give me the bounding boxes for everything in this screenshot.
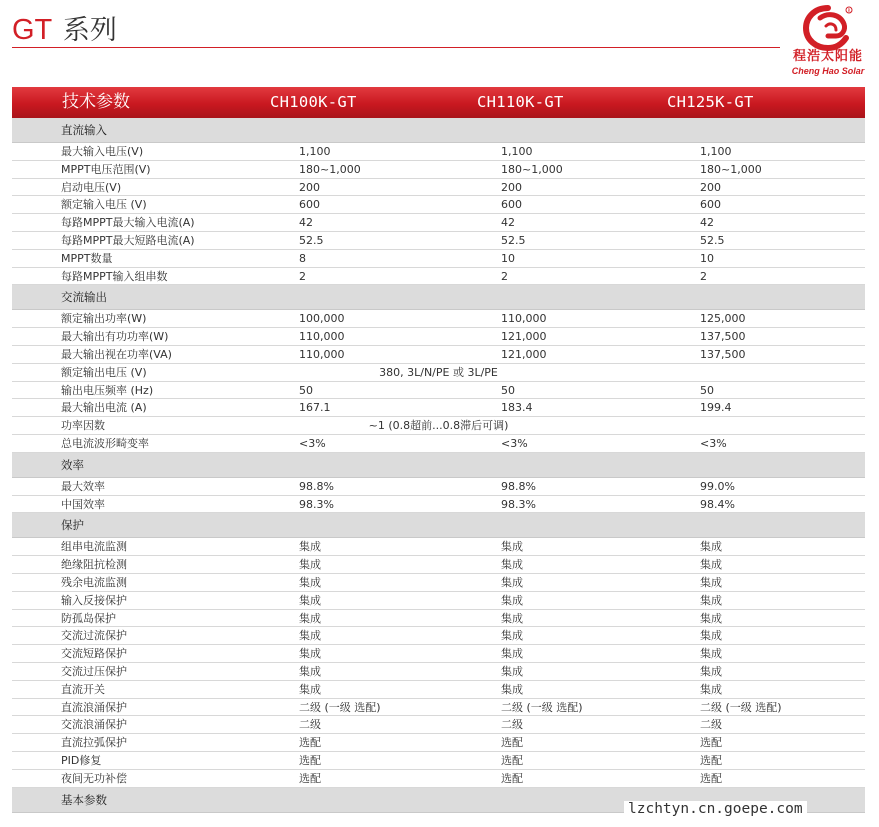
series-suffix: 系列: [62, 15, 117, 46]
page-header: [0, 0, 879, 80]
table-row: [12, 478, 865, 496]
param-value: 集成: [501, 664, 523, 678]
param-value: 98.8%: [501, 479, 536, 493]
param-value: 50: [700, 383, 714, 397]
section-header: [12, 285, 865, 310]
table-row: [12, 699, 865, 717]
param-value: 集成: [299, 629, 321, 643]
param-value: 600: [299, 198, 320, 212]
param-value: 50: [501, 383, 515, 397]
param-label: 总电流波形畸变率: [61, 436, 149, 450]
param-value: 集成: [700, 664, 722, 678]
spec-table-body: [12, 118, 865, 827]
param-value: 集成: [700, 558, 722, 572]
param-value: 选配: [501, 771, 523, 785]
param-label: 残余电流监测: [61, 575, 127, 589]
table-row: [12, 399, 865, 417]
table-row: [12, 556, 865, 574]
section-header: [12, 453, 865, 478]
table-row: [12, 592, 865, 610]
param-value: 二级: [700, 718, 722, 732]
param-value: 集成: [299, 682, 321, 696]
param-value: 99.0%: [700, 479, 735, 493]
param-label: 最大输出视在功率(VA): [61, 347, 172, 361]
param-value: 集成: [501, 575, 523, 589]
param-value: 选配: [700, 736, 722, 750]
table-row: [12, 496, 865, 514]
svg-text:R: R: [847, 8, 851, 13]
param-value: 1,100: [700, 145, 732, 158]
param-value: 600: [700, 198, 721, 212]
param-value: 200: [501, 180, 522, 194]
table-row: [12, 364, 865, 382]
param-value: 集成: [700, 682, 722, 696]
param-label: 额定输入电压 (V): [61, 198, 147, 212]
param-value: 98.3%: [501, 497, 536, 511]
param-value: 42: [700, 216, 714, 230]
param-value: 2: [501, 269, 508, 283]
param-value: 180~1,000: [700, 162, 762, 176]
param-value: 180~1,000: [299, 162, 361, 176]
table-row: [12, 382, 865, 400]
header-model-2: CH110K-GT: [477, 93, 564, 111]
param-value: 50: [299, 383, 313, 397]
title-divider: [12, 47, 780, 48]
param-value: 52.5: [299, 233, 324, 247]
param-label: 交流短路保护: [61, 647, 127, 661]
param-value: 52.5: [501, 233, 526, 247]
param-value: 167.1: [299, 401, 331, 415]
param-value: 200: [700, 180, 721, 194]
table-row: [12, 610, 865, 628]
param-value: <3%: [501, 436, 528, 450]
param-value: 集成: [700, 629, 722, 643]
param-value: 集成: [299, 558, 321, 572]
header-param-label: 技术参数: [62, 92, 130, 112]
param-value: 选配: [700, 771, 722, 785]
param-value: 集成: [299, 647, 321, 661]
param-value: 选配: [299, 736, 321, 750]
param-label: PID修复: [61, 753, 102, 767]
param-value: 二级 (一级 选配): [700, 700, 782, 714]
header-model-3: CH125K-GT: [667, 93, 754, 111]
param-value: 集成: [299, 575, 321, 589]
param-value: 8: [299, 251, 306, 265]
param-value: 98.4%: [700, 497, 735, 511]
param-label: 直流拉弧保护: [61, 736, 127, 750]
param-label: 直流浪涌保护: [61, 700, 127, 714]
param-value-merged: ~1 (0.8超前...0.8滞后可调): [368, 419, 509, 433]
param-label: 启动电压(V): [61, 180, 122, 194]
table-row: [12, 574, 865, 592]
table-row: [12, 627, 865, 645]
section-title: 基本参数: [61, 792, 107, 807]
param-value: 集成: [299, 593, 321, 607]
param-label: 防孤岛保护: [61, 611, 116, 625]
param-label: 额定输出功率(W): [61, 312, 147, 326]
param-value: 集成: [501, 540, 523, 554]
param-value: 集成: [501, 558, 523, 572]
param-value: 137,500: [700, 330, 746, 344]
section-title: 效率: [61, 457, 84, 472]
param-value: 10: [501, 251, 515, 265]
table-row: [12, 346, 865, 364]
header-model-1: CH100K-GT: [270, 93, 357, 111]
section-title: 保护: [61, 518, 84, 533]
param-value: 选配: [501, 753, 523, 767]
param-value: 183.4: [501, 401, 533, 415]
param-value: 二级: [501, 718, 523, 732]
param-label: MPPT电压范围(V): [61, 162, 151, 176]
table-row: [12, 214, 865, 232]
param-label: 最大输出有功功率(W): [61, 330, 169, 344]
param-value: 199.4: [700, 401, 732, 415]
table-row: [12, 681, 865, 699]
table-row: [12, 663, 865, 681]
table-row: [12, 232, 865, 250]
param-label: 每路MPPT输入组串数: [61, 269, 168, 283]
logo-chinese-name: 程浩太阳能: [792, 49, 863, 64]
table-header: [12, 87, 865, 118]
param-value: 110,000: [299, 330, 345, 344]
param-label: 最大输入电压(V): [61, 145, 144, 158]
param-label: 直流开关: [61, 682, 105, 696]
company-logo: [782, 0, 879, 80]
param-value: 选配: [299, 771, 321, 785]
param-label: 交流过流保护: [61, 629, 127, 643]
param-value: 集成: [700, 540, 722, 554]
param-label: 夜间无功补偿: [61, 771, 127, 785]
param-value: 集成: [501, 593, 523, 607]
param-value: 选配: [299, 753, 321, 767]
section-title: 交流输出: [61, 290, 107, 305]
param-value: 2: [700, 269, 707, 283]
param-value: 选配: [501, 736, 523, 750]
param-label: 输出电压频率 (Hz): [61, 383, 154, 397]
watermark-url: lzchtyn.cn.goepe.com: [624, 801, 807, 817]
param-value: 121,000: [501, 347, 547, 361]
table-row: [12, 161, 865, 179]
table-row: [12, 268, 865, 286]
param-value: <3%: [700, 436, 727, 450]
param-value-merged: 380, 3L/N/PE 或 3L/PE: [379, 365, 498, 379]
param-value: 集成: [501, 647, 523, 661]
param-value: 180~1,000: [501, 162, 563, 176]
table-row: [12, 417, 865, 435]
param-value: 集成: [501, 629, 523, 643]
table-row: [12, 716, 865, 734]
table-row: [12, 196, 865, 214]
param-label: 中国效率: [61, 497, 105, 511]
param-value: 52.5: [700, 233, 725, 247]
param-label: 最大效率: [61, 479, 105, 493]
param-label: 最大输出电流 (A): [61, 401, 147, 415]
param-label: 额定输出电压 (V): [61, 365, 147, 379]
table-row: [12, 770, 865, 788]
param-value: 110,000: [299, 347, 345, 361]
param-value: 二级: [299, 718, 321, 732]
section-header: [12, 118, 865, 143]
param-label: 绝缘阻抗检测: [61, 558, 127, 572]
param-label: 组串电流监测: [61, 540, 127, 554]
param-value: 110,000: [501, 312, 547, 326]
param-value: 98.8%: [299, 479, 334, 493]
param-value: 42: [299, 216, 313, 230]
param-value: 1,100: [299, 145, 331, 158]
param-value: 二级 (一级 选配): [501, 700, 583, 714]
param-label: 功率因数: [61, 419, 105, 433]
logo-english-name: Cheng Hao Solar: [791, 66, 865, 76]
param-value: 42: [501, 216, 515, 230]
param-value: 2: [299, 269, 306, 283]
param-value: <3%: [299, 436, 326, 450]
param-label: 输入反接保护: [61, 593, 127, 607]
table-row: [12, 143, 865, 161]
param-value: 125,000: [700, 312, 746, 326]
param-label: 每路MPPT最大短路电流(A): [61, 233, 195, 247]
param-value: 集成: [299, 664, 321, 678]
param-label: MPPT数量: [61, 251, 113, 265]
table-row: [12, 752, 865, 770]
param-value: 集成: [501, 611, 523, 625]
param-label: 交流浪涌保护: [61, 718, 127, 732]
table-row: [12, 328, 865, 346]
param-value: 集成: [299, 611, 321, 625]
param-value: 集成: [700, 611, 722, 625]
param-value: 137,500: [700, 347, 746, 361]
table-row: [12, 179, 865, 197]
param-value: 100,000: [299, 312, 345, 326]
param-value: 200: [299, 180, 320, 194]
param-value: 选配: [700, 753, 722, 767]
param-value: 集成: [700, 647, 722, 661]
param-value: 二级 (一级 选配): [299, 700, 381, 714]
param-value: 集成: [700, 575, 722, 589]
table-row: [12, 250, 865, 268]
param-label: 每路MPPT最大输入电流(A): [61, 216, 195, 230]
param-value: 600: [501, 198, 522, 212]
param-value: 集成: [299, 540, 321, 554]
table-row: [12, 538, 865, 556]
section-header: [12, 513, 865, 538]
param-value: 98.3%: [299, 497, 334, 511]
table-row: [12, 734, 865, 752]
sun-logo-icon: [802, 4, 854, 52]
page-title: [12, 12, 117, 49]
param-value: 集成: [700, 593, 722, 607]
series-code: GT: [12, 14, 53, 46]
param-value: 121,000: [501, 330, 547, 344]
table-row: [12, 435, 865, 453]
param-value: 集成: [501, 682, 523, 696]
section-title: 直流输入: [61, 123, 107, 137]
table-row: [12, 310, 865, 328]
param-value: 1,100: [501, 145, 533, 158]
table-row: [12, 645, 865, 663]
param-value: 10: [700, 251, 714, 265]
param-label: 交流过压保护: [61, 664, 127, 678]
